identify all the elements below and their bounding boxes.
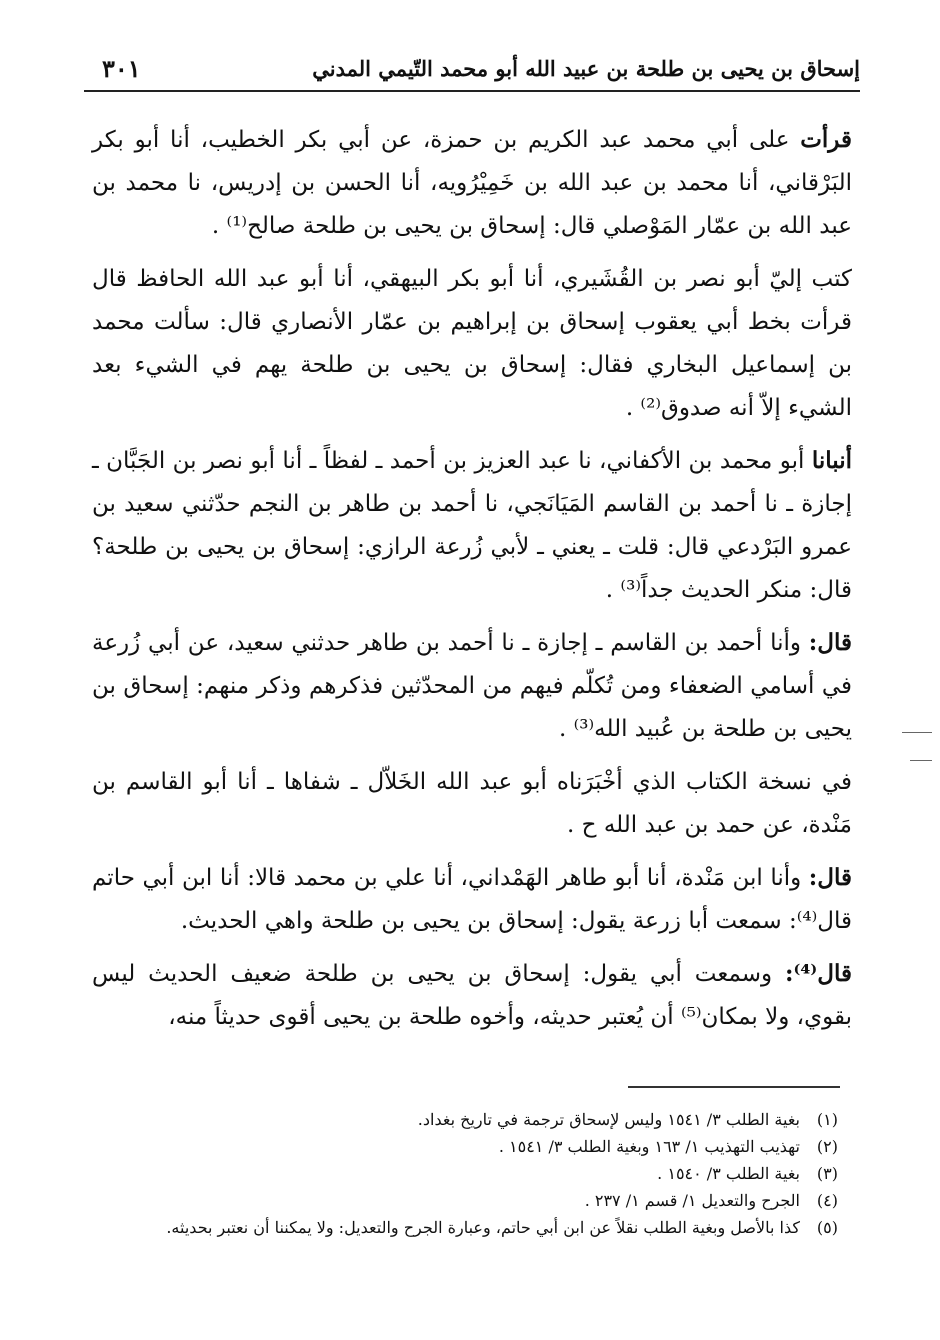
paragraph-lead: قرأت	[800, 126, 852, 153]
main-text	[92, 118, 852, 1048]
paragraph-6	[92, 856, 852, 943]
paragraph-3	[92, 439, 852, 612]
footnote-text: بغية الطلب ٣/ ١٥٤٠ .	[657, 1164, 800, 1183]
footnote-2	[96, 1133, 838, 1160]
paragraph-text: وسمعت أبي يقول: إسحاق بن يحيى بن طلحة ضعيف الحديث ليس بقوي، ولا بمكان⁽⁵⁾ أن يُعتبر حديثه، وأخوه طلحة بن يحيى أقوى حديثاً منه،	[92, 961, 852, 1030]
paragraph-lead: قال:	[808, 629, 852, 656]
scan-mark	[902, 732, 932, 733]
page-header	[84, 48, 860, 92]
footnote-number: (١)	[816, 1110, 838, 1129]
footnote-text: بغية الطلب ٣/ ١٥٤١ وليس لإسحاق ترجمة في تاريخ بغداد.	[417, 1110, 800, 1129]
paragraph-text: في نسخة الكتاب الذي أخْبَرَناه أبو عبد الله الخَلاّل ـ شفاها ـ أنا أبو القاسم بن مَنْدة، عن حمد بن عبد الله ح .	[92, 769, 852, 838]
footnote-1	[96, 1106, 838, 1133]
paragraph-lead: قال⁽⁴⁾:	[785, 960, 852, 987]
scan-mark	[910, 760, 932, 761]
paragraph-1	[92, 118, 852, 248]
paragraph-5	[92, 760, 852, 847]
footnote-text: الجرح والتعديل ١/ قسم ١/ ٢٣٧ .	[584, 1191, 800, 1210]
footnote-divider	[628, 1086, 840, 1088]
page-number: ٣٠١	[102, 54, 141, 83]
paragraph-text: وأنا أحمد بن القاسم ـ إجازة ـ نا أحمد بن طاهر حدثني سعيد، عن أبي زُرعة في أسامي الضعفاء ومن تُكلّم فيهم من المحدّثين فذكرهم وذكر منهم: إسحاق بن يحيى بن طلحة بن عُبيد الله⁽³⁾ .	[92, 630, 852, 742]
footnote-text: تهذيب التهذيب ١/ ١٦٣ وبغية الطلب ٣/ ١٥٤١ .	[498, 1137, 800, 1156]
footnote-number: (٣)	[816, 1164, 838, 1183]
footnote-3	[96, 1160, 838, 1187]
footnote-4	[96, 1187, 838, 1214]
paragraph-2	[92, 257, 852, 430]
footnote-number: (٥)	[816, 1218, 838, 1237]
paragraph-7	[92, 952, 852, 1039]
footnote-number: (٤)	[816, 1191, 838, 1210]
paragraph-lead: قال:	[808, 864, 852, 891]
footnote-text: كذا بالأصل وبغية الطلب نقلاً عن ابن أبي حاتم، وعبارة الجرح والتعديل: ولا يمكننا أن نعتبر بحديثه.	[166, 1218, 800, 1237]
footnote-number: (٢)	[816, 1137, 838, 1156]
running-title: إسحاق بن يحيى بن طلحة بن عبيد الله أبو محمد التّيمي المدني	[312, 56, 860, 81]
paragraph-4	[92, 621, 852, 751]
paragraph-lead: أنبانا	[811, 447, 852, 474]
paragraph-text: أبو محمد بن الأكفاني، نا عبد العزيز بن أحمد ـ لفظاً ـ أنا أبو نصر بن الجَبَّان ـ إجازة ـ نا أحمد بن القاسم المَيَانَجي، نا أحمد بن طاهر بن النجم حدّثني سعيد بن عمرو البَرْدعي قال: قلت ـ يعني ـ لأبي زُرعة الرازي: إسحاق بن يحيى بن طلحة؟ قال: منكر الحديث جداً⁽³⁾ .	[92, 448, 852, 603]
paragraph-text: وأنا ابن مَنْدة، أنا أبو طاهر الهَمْداني، أنا علي بن محمد قالا: أنا ابن أبي حاتم قال⁽⁴⁾: سمعت أبا زرعة يقول: إسحاق بن يحيى بن طلحة واهي الحديث.	[92, 865, 852, 934]
footnote-5	[96, 1214, 838, 1241]
paragraph-text: كتب إليّ أبو نصر بن القُشَيري، أنا أبو بكر البيهقي، أنا أبو عبد الله الحافظ قال قرأت بخط أبي يعقوب إسحاق بن إبراهيم بن عمّار الأنصاري قال: سألت محمد بن إسماعيل البخاري فقال: إسحاق بن يحيى بن طلحة يهم في الشيء بعد الشيء إلاّ أنه صدوق⁽²⁾ .	[92, 266, 852, 421]
footnotes	[96, 1106, 838, 1241]
paragraph-text: على أبي محمد عبد الكريم بن حمزة، عن أبي بكر الخطيب، أنا أبو بكر البَرْقاني، أنا محمد بن عبد الله بن خَمِيْرُويه، أنا الحسن بن إدريس، نا محمد بن عبد الله بن عمّار المَوْصلي قال: إسحاق بن يحيى بن طلحة صالح⁽¹⁾ .	[92, 127, 852, 239]
